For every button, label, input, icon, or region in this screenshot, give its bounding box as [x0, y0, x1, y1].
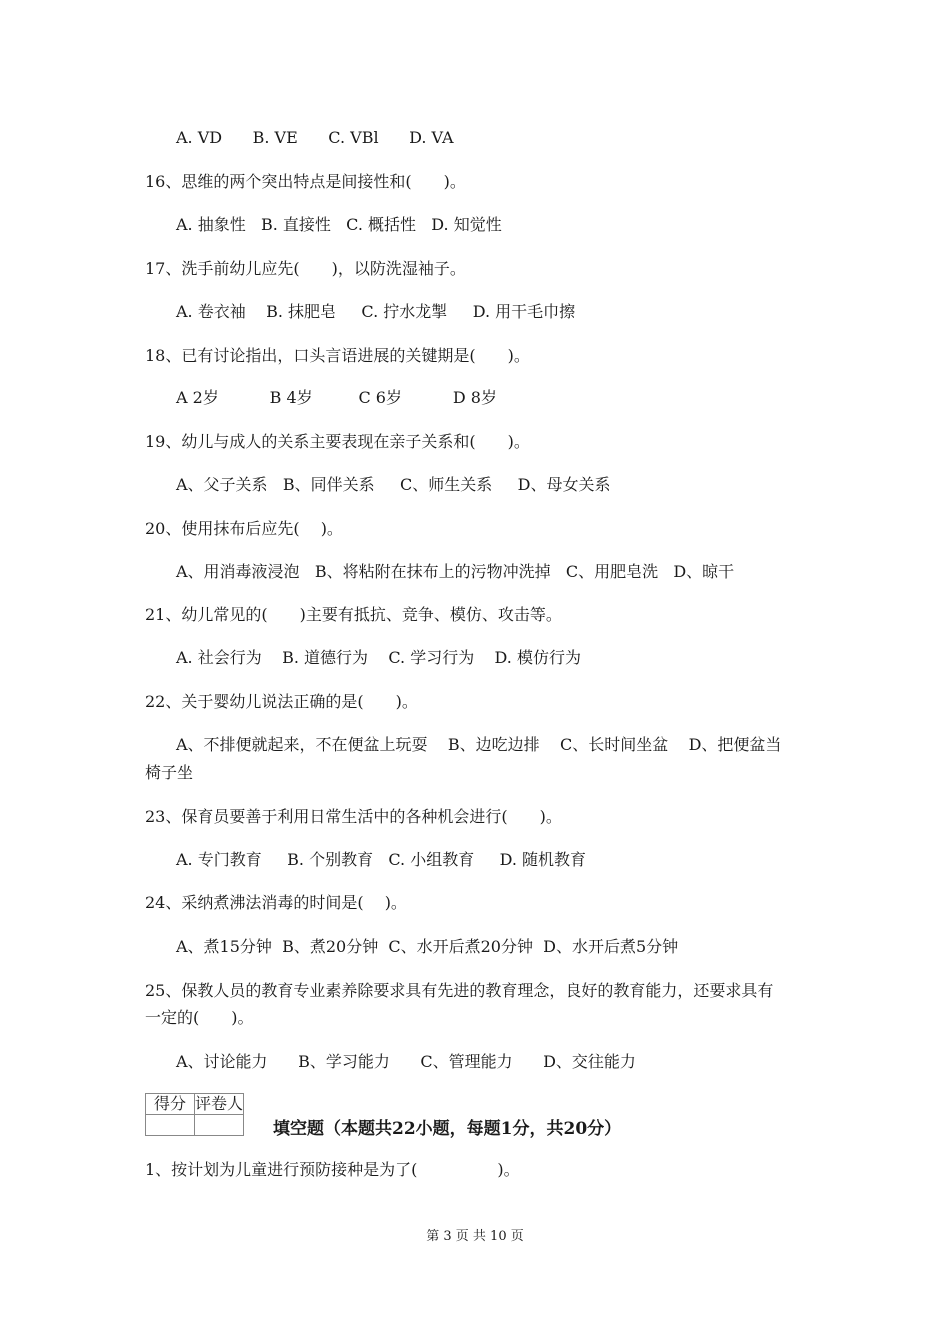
- question-text: 19、幼儿与成人的关系主要表现在亲子关系和( )。: [145, 432, 530, 451]
- question-text: 24、采纳煮沸法消毒的时间是( )。: [145, 893, 407, 912]
- answer-options: A、用消毒液浸泡 B、将粘附在抹布上的污物冲洗掉 C、用肥皂洗 D、晾干: [176, 562, 735, 581]
- question-continuation: 一定的( )。: [145, 1008, 254, 1027]
- grader-cell: [195, 1115, 244, 1136]
- page-footer: 第 3 页 共 10 页: [426, 1229, 524, 1244]
- answer-options: A. 卷衣袖 B. 抹肥皂 C. 拧水龙掣 D. 用干毛巾擦: [176, 302, 576, 321]
- question-text: 20、使用抹布后应先( )。: [145, 519, 343, 538]
- score-label: 得分: [146, 1094, 195, 1115]
- question-text: 21、幼儿常见的( )主要有抵抗、竞争、模仿、攻击等。: [145, 605, 562, 624]
- question-text: 17、洗手前幼儿应先( )，以防洗湿袖子。: [145, 259, 466, 278]
- question-continuation: 椅子坐: [145, 763, 194, 782]
- answer-options: A、讨论能力 B、学习能力 C、管理能力 D、交往能力: [176, 1052, 636, 1071]
- answer-options: A、煮15分钟 B、煮20分钟 C、水开后煮20分钟 D、水开后煮5分钟: [176, 937, 679, 956]
- answer-options: A. 专门教育 B. 个别教育 C. 小组教育 D. 随机教育: [176, 850, 587, 869]
- answer-options: A 2岁 B 4岁 C 6岁 D 8岁: [176, 388, 497, 407]
- question-text: 1、按计划为儿童进行预防接种是为了( )。: [145, 1160, 520, 1179]
- grader-label: 评卷人: [195, 1094, 244, 1113]
- question-text: 18、已有讨论指出，口头言语进展的关键期是( )。: [145, 346, 530, 365]
- section-title: 填空题（本题共22小题，每题1分，共20分）: [273, 1119, 622, 1139]
- question-text: 23、保育员要善于利用日常生活中的各种机会进行( )。: [145, 807, 562, 826]
- answer-options: A. 社会行为 B. 道德行为 C. 学习行为 D. 模仿行为: [176, 648, 581, 667]
- score-table: [145, 1093, 244, 1136]
- answer-options: A、父子关系 B、同伴关系 C、师生关系 D、母女关系: [176, 475, 611, 494]
- question-text: 22、关于婴幼儿说法正确的是( )。: [145, 692, 418, 711]
- score-cell: [146, 1115, 195, 1136]
- question-text: 25、保教人员的教育专业素养除要求具有先进的教育理念，良好的教育能力，还要求具有: [145, 981, 774, 1000]
- answer-options: A. VD B. VE C. VBl D. VA: [176, 128, 454, 147]
- question-text: 16、思维的两个突出特点是间接性和( )。: [145, 172, 466, 191]
- answer-options: A、不排便就起来，不在便盆上玩耍 B、边吃边排 C、长时间坐盆 D、把便盆当: [176, 735, 782, 754]
- answer-options: A. 抽象性 B. 直接性 C. 概括性 D. 知觉性: [176, 215, 502, 234]
